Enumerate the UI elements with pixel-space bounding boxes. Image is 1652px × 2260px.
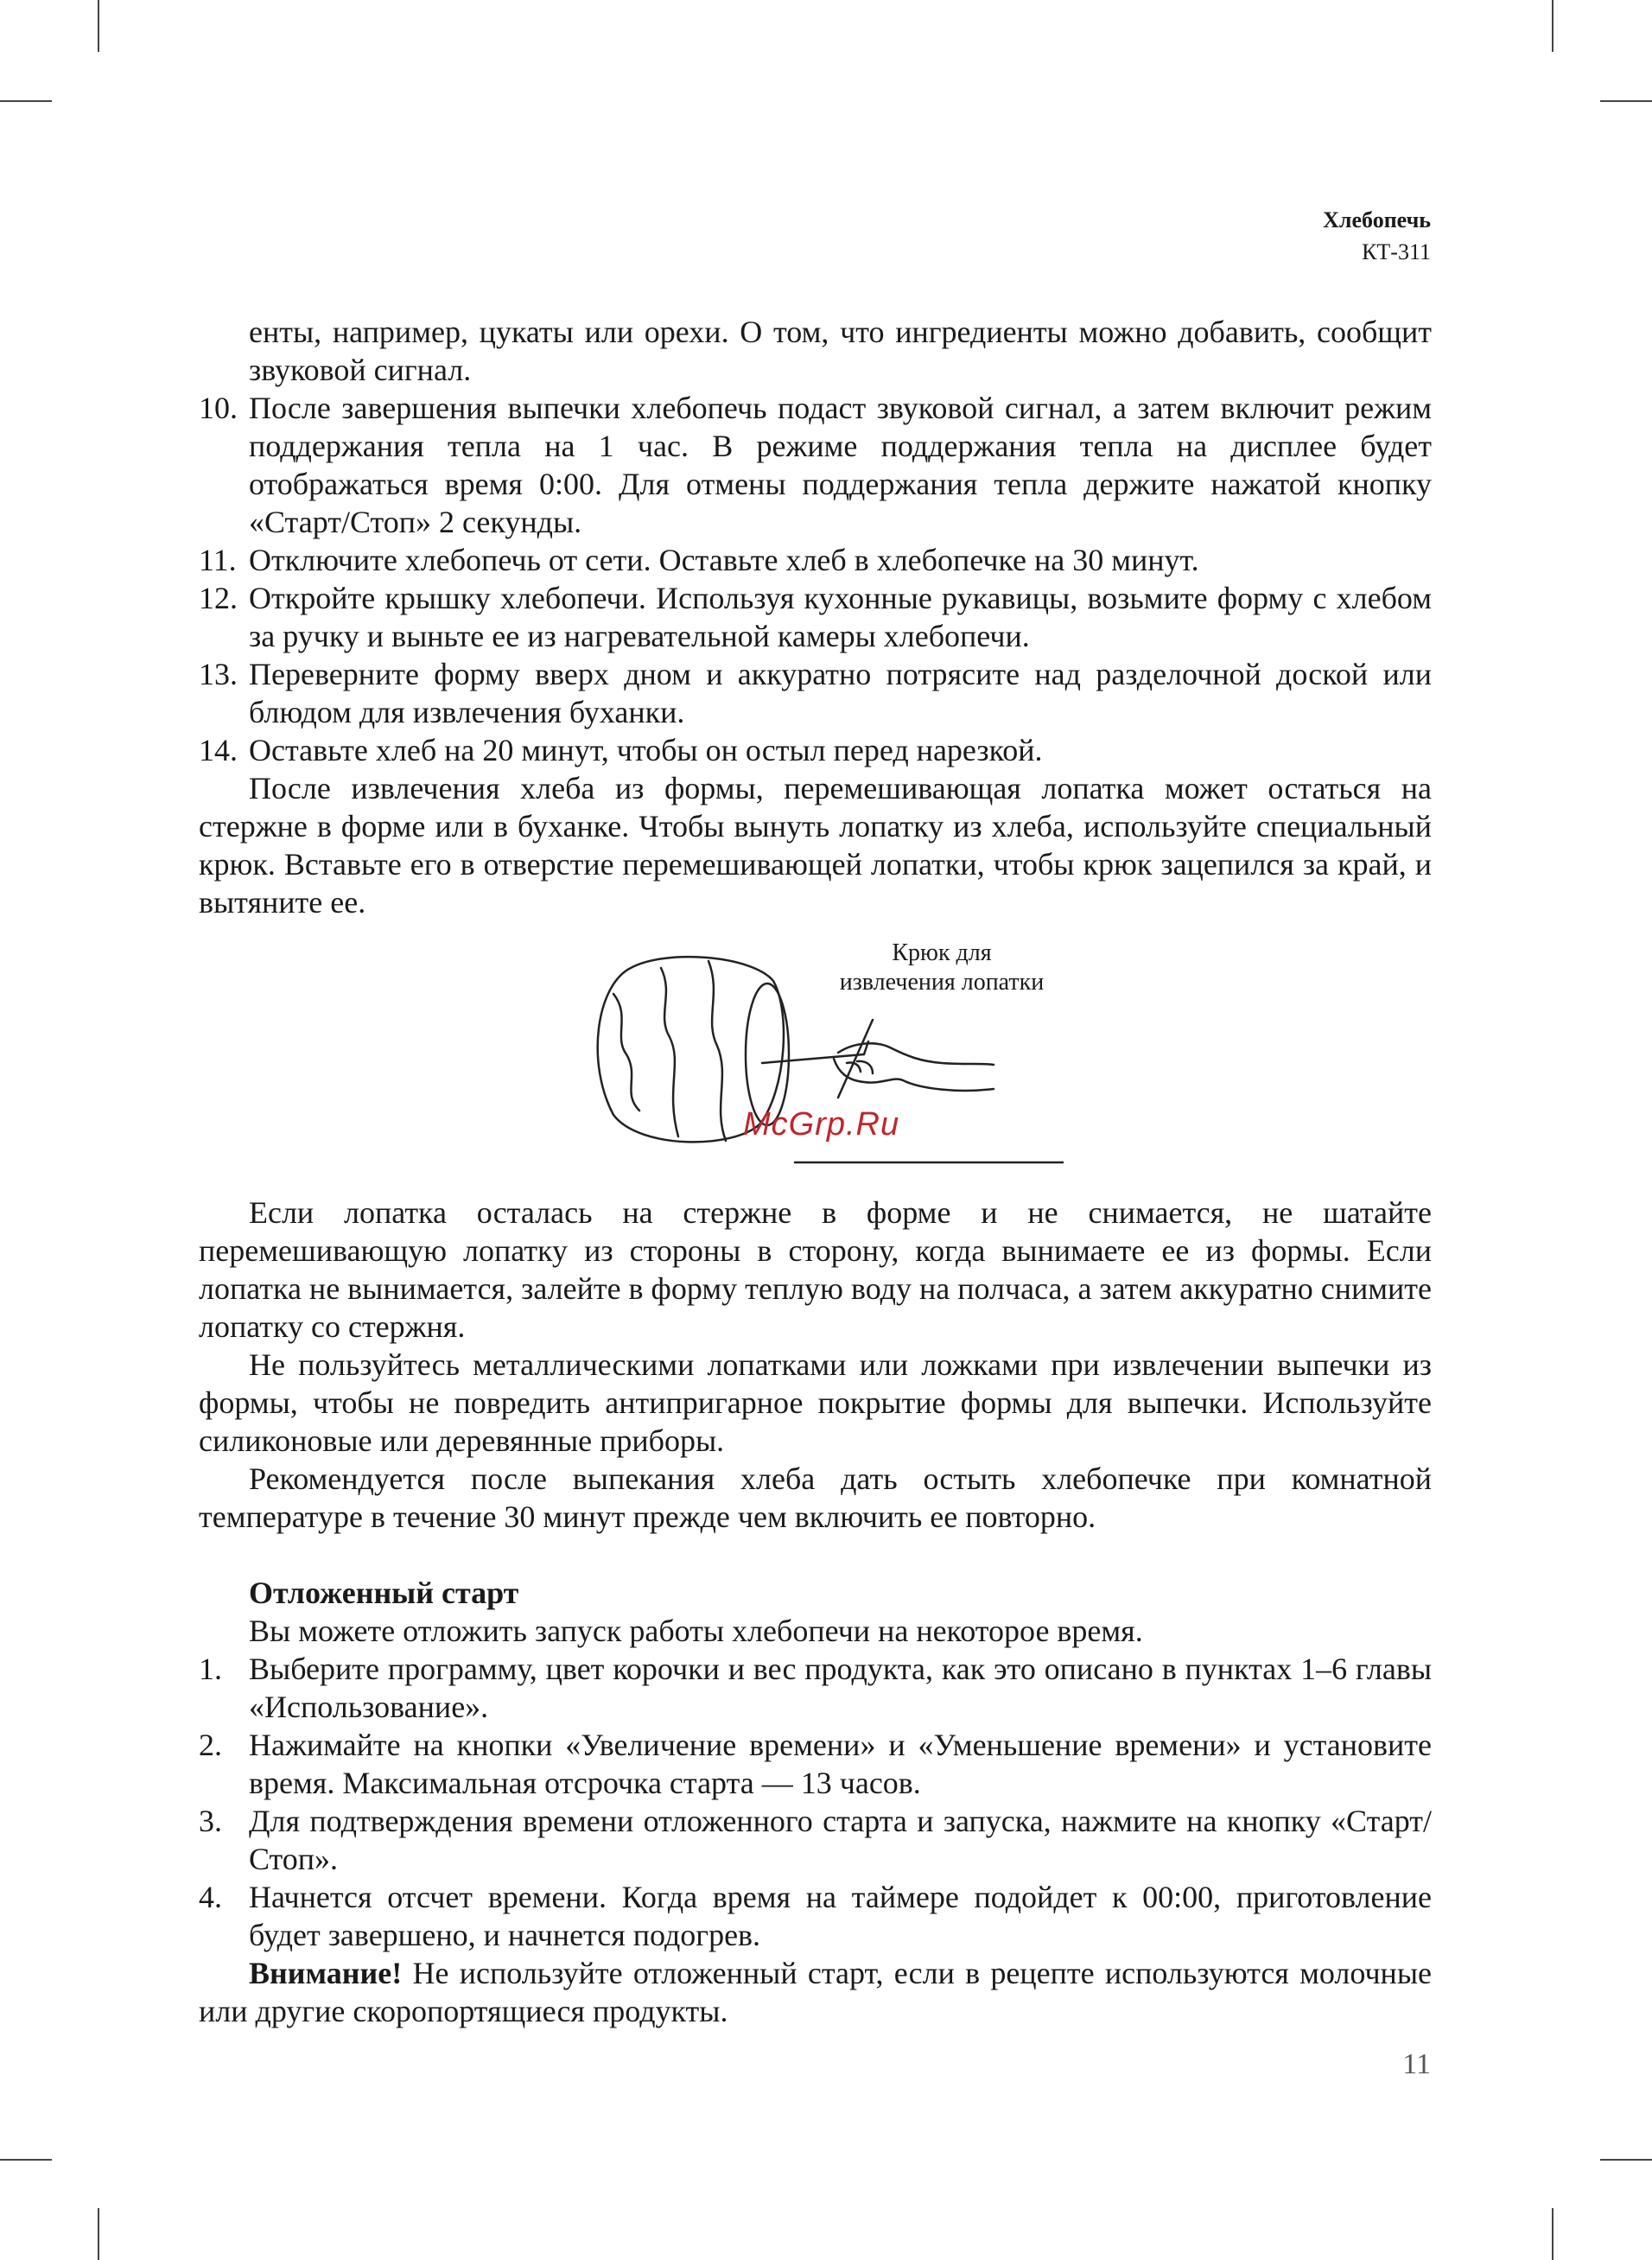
watermark: McGrp.Ru	[743, 1106, 900, 1143]
list-item	[199, 1726, 1432, 1802]
warning-paragraph	[199, 1954, 1432, 2030]
warning-text: Не используйте отложенный старт, если в рецепте используются молочные или другие скоропортящиеся продукты.	[199, 1956, 1432, 2028]
text-block-bottom	[199, 1194, 1432, 2030]
paragraph: Рекомендуется после выпекания хлеба дать остыть хлебопечке при комнатной температуре в течение 30 минут прежде чем включить ее повторно.	[199, 1461, 1432, 1534]
list-item	[199, 655, 1432, 731]
bread-crust	[613, 994, 639, 1111]
step-text: После завершения выпечки хлебопечь подаст звуковой сигнал, а затем включит режим поддержания тепла на 1 час. В режиме поддержания тепла на дисплее будет отображаться время 0:00. Для отмены поддержания тепла держите нажатой кнопку «Старт/Стоп» 2 секунды.	[249, 391, 1432, 539]
step-number: 14.	[199, 733, 238, 767]
list-item	[199, 579, 1432, 655]
list-item	[199, 1650, 1432, 1726]
step-number: 3.	[199, 1804, 222, 1838]
list-item	[199, 731, 1432, 769]
step-number: 12.	[199, 581, 238, 615]
crop-mark	[1552, 2208, 1554, 2260]
crop-mark	[1600, 100, 1652, 102]
step-text: Переверните форму вверх дном и аккуратно потрясите над разделочной доской или блюдом для извлечения буханки.	[249, 657, 1432, 729]
header-product: Хлебопечь	[1323, 207, 1431, 232]
list-item	[199, 389, 1432, 541]
step-text: Оставьте хлеб на 20 минут, чтобы он остыл перед нарезкой.	[249, 733, 1043, 767]
crop-mark	[1600, 2159, 1652, 2161]
step-number: 4.	[199, 1880, 222, 1914]
section-intro: Вы можете отложить запуск работы хлебопечи на некоторое время.	[249, 1614, 1143, 1648]
step-text: Нажимайте на кнопки «Увеличение времени» и «Уменьшение времени» и установите время. Максимальная отсрочка старта — 13 часов.	[249, 1728, 1432, 1800]
crop-mark	[98, 2208, 99, 2260]
paragraph: Если лопатка осталась на стержне в форме и не снимается, не шатайте перемешивающую лопатку из стороны в сторону, когда вынимаете ее из формы. Если лопатка не вынимается, залейте в форму теплую воду на полчаса, а затем аккуратно снимите лопатку со стержня.	[199, 1195, 1432, 1344]
bread-crust	[661, 968, 678, 1136]
figure-caption	[812, 939, 1071, 997]
step-number: 2.	[199, 1728, 222, 1762]
illustration-hook	[579, 933, 1080, 1193]
header-model: КТ-311	[1362, 239, 1431, 264]
delayed-steps-list	[199, 1650, 1432, 1954]
paragraph-paddle: После извлечения хлеба из формы, перемешивающая лопатка может остаться на стержне в форме или в буханке. Чтобы вынуть лопатку из хлеба, используйте специальный крюк. Вставьте его в отверстие перемешивающей лопатки, чтобы крюк зацепился за край, и вытяните ее.	[199, 771, 1432, 920]
list-item	[199, 541, 1432, 579]
step-text: Откройте крышку хлебопечи. Используя кухонные рукавицы, возьмите форму с хлебом за ручку и выньте ее из нагревательной камеры хлебопечи.	[249, 581, 1432, 653]
step-number: 1.	[199, 1652, 222, 1686]
list-item	[199, 1802, 1432, 1878]
leader-line	[838, 1020, 873, 1098]
step-number: 10.	[199, 391, 238, 425]
step-text: Для подтверждения времени отложенного старта и запуска, нажмите на кнопку «Старт/Стоп».	[249, 1804, 1432, 1876]
running-header	[1323, 204, 1431, 268]
crop-mark	[0, 100, 52, 102]
paragraph: Не пользуйтесь металлическими лопатками или ложками при извлечении выпечки из формы, чтобы не повредить антипригарное покрытие формы для выпечки. Используйте силиконовые или деревянные приборы.	[199, 1347, 1432, 1458]
text-block-top	[199, 313, 1432, 921]
warning-label: Внимание!	[249, 1956, 403, 1990]
section-heading: Отложенный старт	[249, 1576, 519, 1610]
step-number: 11.	[199, 543, 237, 577]
crop-mark	[1552, 0, 1554, 52]
bread-crust	[708, 961, 726, 1141]
step-number: 13.	[199, 657, 238, 691]
list-item	[199, 1878, 1432, 1954]
steps-list	[199, 389, 1432, 769]
crop-mark	[98, 0, 99, 52]
crop-mark	[0, 2159, 52, 2161]
caption-line: извлечения лопатки	[839, 969, 1045, 996]
hand-finger	[847, 1062, 861, 1072]
caption-line: Крюк для	[892, 939, 992, 966]
page-number: 11	[1402, 2048, 1431, 2080]
intro-continuation: енты, например, цукаты или орехи. О том, что ингредиенты можно добавить, сообщит звуковой сигнал.	[249, 315, 1432, 387]
step-text: Начнется отсчет времени. Когда время на таймере подойдет к 00:00, приготовление будет завершено, и начнется подогрев.	[249, 1880, 1432, 1952]
step-text: Отключите хлебопечь от сети. Оставьте хлеб в хлебопечке на 30 минут.	[249, 543, 1199, 577]
step-text: Выберите программу, цвет корочки и вес продукта, как это описано в пунктах 1–6 главы «Использование».	[249, 1652, 1432, 1724]
